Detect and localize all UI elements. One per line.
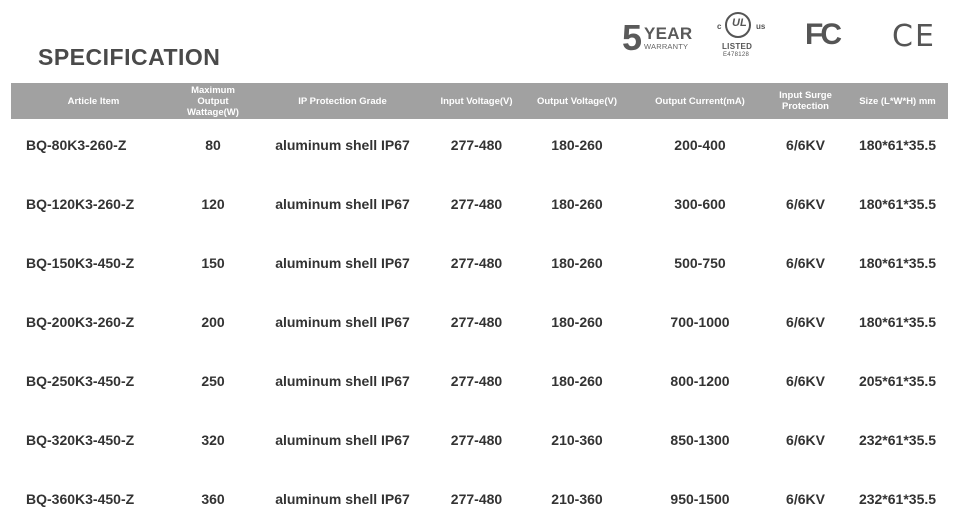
header-article-item: Article Item	[67, 95, 120, 107]
cell-article-item: BQ-120K3-260-Z	[26, 196, 135, 212]
ul-c-mark: c	[717, 22, 722, 31]
header-output-current: Output Current(mA)	[655, 95, 745, 107]
cell-article-item: BQ-80K3-260-Z	[26, 137, 127, 153]
cell-output-current: 300-600	[674, 196, 726, 212]
cell-input-voltage: 277-480	[450, 314, 503, 330]
cell-input-surge-protection: 6/6KV	[786, 255, 825, 271]
cell-output-current: 800-1200	[670, 373, 730, 389]
cell-input-voltage: 277-480	[450, 137, 503, 153]
cell-size: 180*61*35.5	[858, 314, 937, 330]
ul-us-mark: us	[756, 22, 766, 31]
cell-ip-protection-grade: aluminum shell IP67	[275, 255, 410, 271]
cell-ip-protection-grade: aluminum shell IP67	[275, 491, 410, 507]
cell-input-surge-protection: 6/6KV	[786, 314, 825, 330]
cell-input-surge-protection: 6/6KV	[786, 432, 825, 448]
header-input-surge-protection: Input Surge Protection	[779, 90, 832, 112]
header-ip-protection-grade: IP Protection Grade	[298, 95, 387, 107]
table-row	[11, 473, 948, 532]
cell-input-voltage: 277-480	[450, 196, 503, 212]
cell-size: 205*61*35.5	[858, 373, 937, 389]
cell-size: 232*61*35.5	[858, 491, 937, 507]
cell-output-voltage: 180-260	[551, 255, 603, 271]
cell-input-surge-protection: 6/6KV	[786, 196, 825, 212]
warranty-number: 5	[622, 17, 643, 58]
header-max-output-wattage: Maximum Output Wattage(W)	[187, 84, 239, 118]
cell-output-current: 200-400	[674, 137, 726, 153]
cell-output-voltage: 180-260	[551, 373, 603, 389]
cell-ip-protection-grade: aluminum shell IP67	[275, 137, 410, 153]
ul-listed-logo	[715, 12, 771, 62]
header-output-voltage: Output Voltage(V)	[536, 95, 618, 107]
five-year-warranty-logo	[622, 17, 693, 58]
cell-max-output-wattage: 250	[201, 373, 225, 389]
specification-table	[11, 83, 948, 532]
cell-size: 232*61*35.5	[858, 432, 937, 448]
header-size: Size (L*W*H) mm	[859, 95, 936, 107]
cell-ip-protection-grade: aluminum shell IP67	[275, 432, 410, 448]
cell-size: 180*61*35.5	[858, 196, 937, 212]
cell-output-current: 700-1000	[670, 314, 730, 330]
cell-article-item: BQ-150K3-450-Z	[26, 255, 135, 271]
cell-max-output-wattage: 320	[201, 432, 225, 448]
cell-max-output-wattage: 360	[201, 491, 225, 507]
cell-input-voltage: 277-480	[450, 255, 503, 271]
cell-input-surge-protection: 6/6KV	[786, 373, 825, 389]
cell-article-item: BQ-250K3-450-Z	[26, 373, 135, 389]
cell-input-surge-protection: 6/6KV	[786, 137, 825, 153]
ul-listed-label: LISTED	[722, 42, 753, 51]
cell-input-voltage: 277-480	[450, 373, 503, 389]
cell-output-voltage: 180-260	[551, 137, 603, 153]
header-input-voltage: Input Voltage(V)	[440, 95, 513, 107]
cell-output-voltage: 180-260	[551, 196, 603, 212]
cell-input-voltage: 277-480	[450, 491, 503, 507]
ce-logo: CE	[892, 19, 936, 54]
cell-input-surge-protection: 6/6KV	[786, 491, 825, 507]
warranty-label: WARRANTY	[644, 42, 689, 51]
table-row	[11, 296, 948, 355]
cell-article-item: BQ-320K3-450-Z	[26, 432, 135, 448]
table-row	[11, 414, 948, 473]
cell-output-voltage: 180-260	[551, 314, 603, 330]
cell-ip-protection-grade: aluminum shell IP67	[275, 373, 410, 389]
cell-output-current: 500-750	[674, 255, 726, 271]
cell-input-voltage: 277-480	[450, 432, 503, 448]
cell-output-current: 950-1500	[670, 491, 730, 507]
cell-output-voltage: 210-360	[551, 491, 603, 507]
cell-ip-protection-grade: aluminum shell IP67	[275, 196, 410, 212]
cell-max-output-wattage: 200	[201, 314, 225, 330]
cell-max-output-wattage: 120	[201, 196, 225, 212]
ul-file-number: E478128	[723, 52, 750, 58]
table-row	[11, 119, 948, 178]
cell-ip-protection-grade: aluminum shell IP67	[275, 314, 410, 330]
table-row	[11, 237, 948, 296]
warranty-year: YEAR	[644, 24, 693, 43]
ul-mark: UL	[732, 17, 747, 29]
table-body	[11, 119, 948, 532]
cell-output-current: 850-1300	[670, 432, 730, 448]
cell-max-output-wattage: 80	[205, 137, 221, 153]
cell-output-voltage: 210-360	[551, 432, 603, 448]
header-row	[11, 83, 948, 119]
cell-article-item: BQ-360K3-450-Z	[26, 491, 135, 507]
cell-article-item: BQ-200K3-260-Z	[26, 314, 135, 330]
cell-size: 180*61*35.5	[858, 137, 937, 153]
cell-size: 180*61*35.5	[858, 255, 937, 271]
table-row	[11, 355, 948, 414]
fcc-logo: FC	[805, 18, 839, 51]
page-title: SPECIFICATION	[38, 44, 221, 70]
table-row	[11, 178, 948, 237]
table-header	[11, 83, 948, 119]
cell-max-output-wattage: 150	[201, 255, 225, 271]
